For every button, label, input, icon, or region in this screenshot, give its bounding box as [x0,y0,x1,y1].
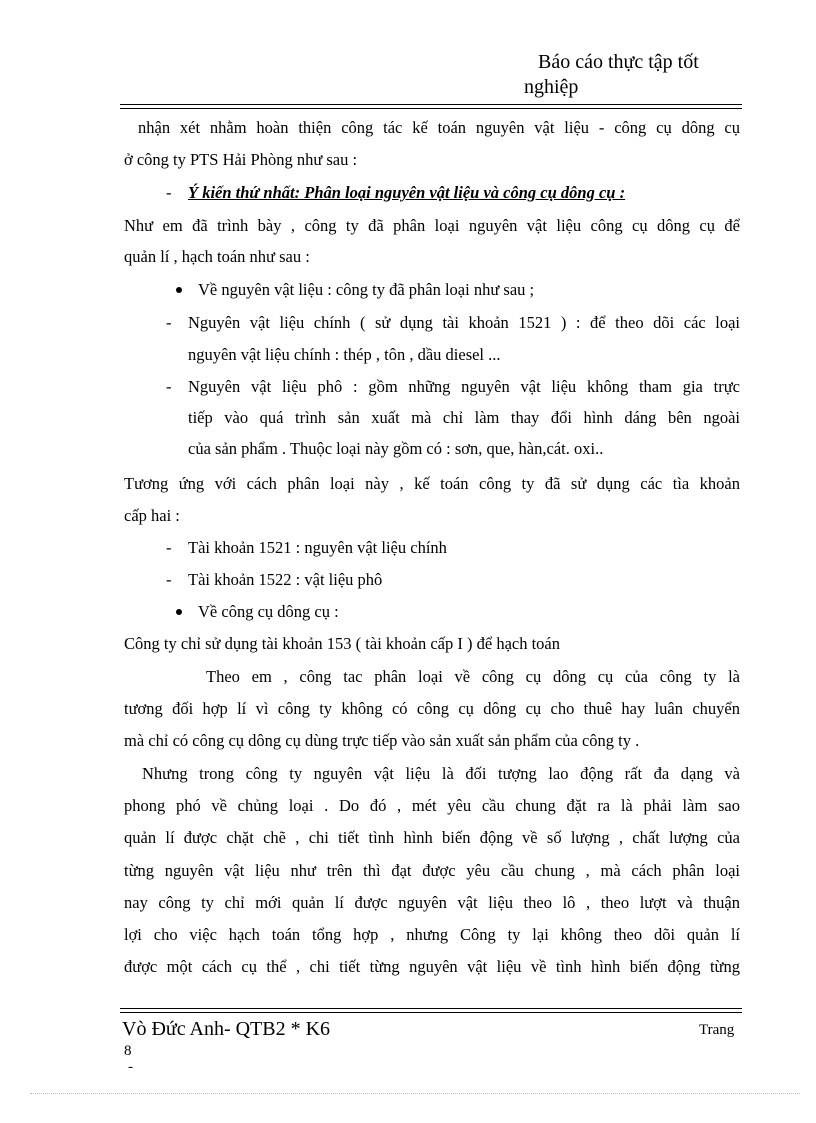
footer-page-number: 8 [124,1043,132,1059]
bullet-icon [176,287,182,293]
header-rule-top [120,104,742,105]
header-rule-bottom [120,108,742,109]
list-item-line: tiếp vào quá trình sản xuất mà chỉ làm thay đổi hình dáng bên ngoài [188,408,740,427]
dash-marker: - [166,313,172,332]
list-item-line: Tài khoản 1521 : nguyên vật liệu chính [188,538,447,557]
list-item-line: nguyên vật liệu chính : thép , tôn , dầu diesel ... [188,345,501,364]
header-title-line1: Báo cáo thực tập tốt [538,51,699,73]
footer-rule-top [120,1008,742,1009]
dash-marker: - [166,538,172,557]
paragraph-line: tương đối hợp lí vì công ty không có công cụ dông cụ cho thuê hay luân chuyển [124,699,740,718]
bullet-item: Về công cụ dông cụ : [198,602,339,621]
section-heading: Ý kiến thứ nhất: Phân loại nguyên vật liệu và công cụ dông cụ : [188,183,626,202]
paragraph-line: mà chỉ có công cụ dông cụ dùng trực tiếp vào sản xuất sản phẩm của công ty . [124,731,640,750]
list-item-line: Tài khoản 1522 : vật liệu phô [188,570,383,589]
paragraph-line: Như em đã trình bày , công ty đã phân loại nguyên vật liệu công cụ dông cụ để [124,216,740,235]
footer-author: Vò Đức Anh- QTB2 * K6 [122,1018,331,1040]
paragraph-line: ở công ty PTS Hải Phòng như sau : [124,150,358,169]
header-title-line2: nghiệp [524,76,579,98]
dash-marker: - [166,183,172,202]
paragraph-line: quản lí được chặt chẽ , chi tiết tình hình biến động về số lượng , chất lượng của [124,828,740,847]
page-bottom-divider [30,1093,800,1094]
paragraph-line: nay công ty chỉ mới quản lí được nguyên vật liệu theo lô , theo lượt và thuận [124,893,740,912]
paragraph-line: cấp hai : [124,506,180,525]
paragraph-line: Nhưng trong công ty nguyên vật liệu là đối tượng lao động rất đa dạng và [142,764,740,783]
paragraph-line: Theo em , công tac phân loại về công cụ dông cụ của công ty là [206,667,740,686]
footer-page-label: Trang [699,1022,735,1038]
bullet-item: Về nguyên vật liệu : công ty đã phân loại như sau ; [198,280,535,299]
dash-marker: - [166,570,172,589]
list-item-line: Nguyên vật liệu phô : gồm những nguyên vật liệu không tham gia trực [188,377,740,396]
paragraph-line: từng nguyên vật liệu như trên thì đạt được yêu cầu chung , mà cách phân loại [124,861,740,880]
footer-dash: - [128,1059,133,1075]
paragraph-line: Tương ứng với cách phân loại này , kế toán công ty đã sử dụng các tìa khoản [124,474,740,493]
footer-rule-bottom [120,1012,742,1013]
paragraph-line: được một cách cụ thể , chi tiết từng nguyên vật liệu về tình hình biến động từng [124,957,740,976]
paragraph-line: phong phó về chủng loại . Do đó , mét yêu cầu chung đặt ra là phải làm sao [124,796,740,815]
dash-marker: - [166,377,172,396]
bullet-icon [176,609,182,615]
list-item-line: Nguyên vật liệu chính ( sử dụng tài khoản 1521 ) : để theo dõi các loại [188,313,740,332]
paragraph-line: Công ty chỉ sử dụng tài khoản 153 ( tài khoản cấp I ) để hạch toán [124,634,561,653]
paragraph-line: quản lí , hạch toán như sau : [124,247,310,266]
list-item-line: của sản phẩm . Thuộc loại này gồm có : sơn, que, hàn,cát. oxi.. [188,439,604,458]
paragraph-line: lợi cho việc hạch toán tổng hợp , nhưng Công ty lại không theo dõi quản lí [124,925,740,944]
paragraph-line: nhận xét nhằm hoàn thiện công tác kế toán nguyên vật liệu - công cụ dông cụ [138,118,740,137]
